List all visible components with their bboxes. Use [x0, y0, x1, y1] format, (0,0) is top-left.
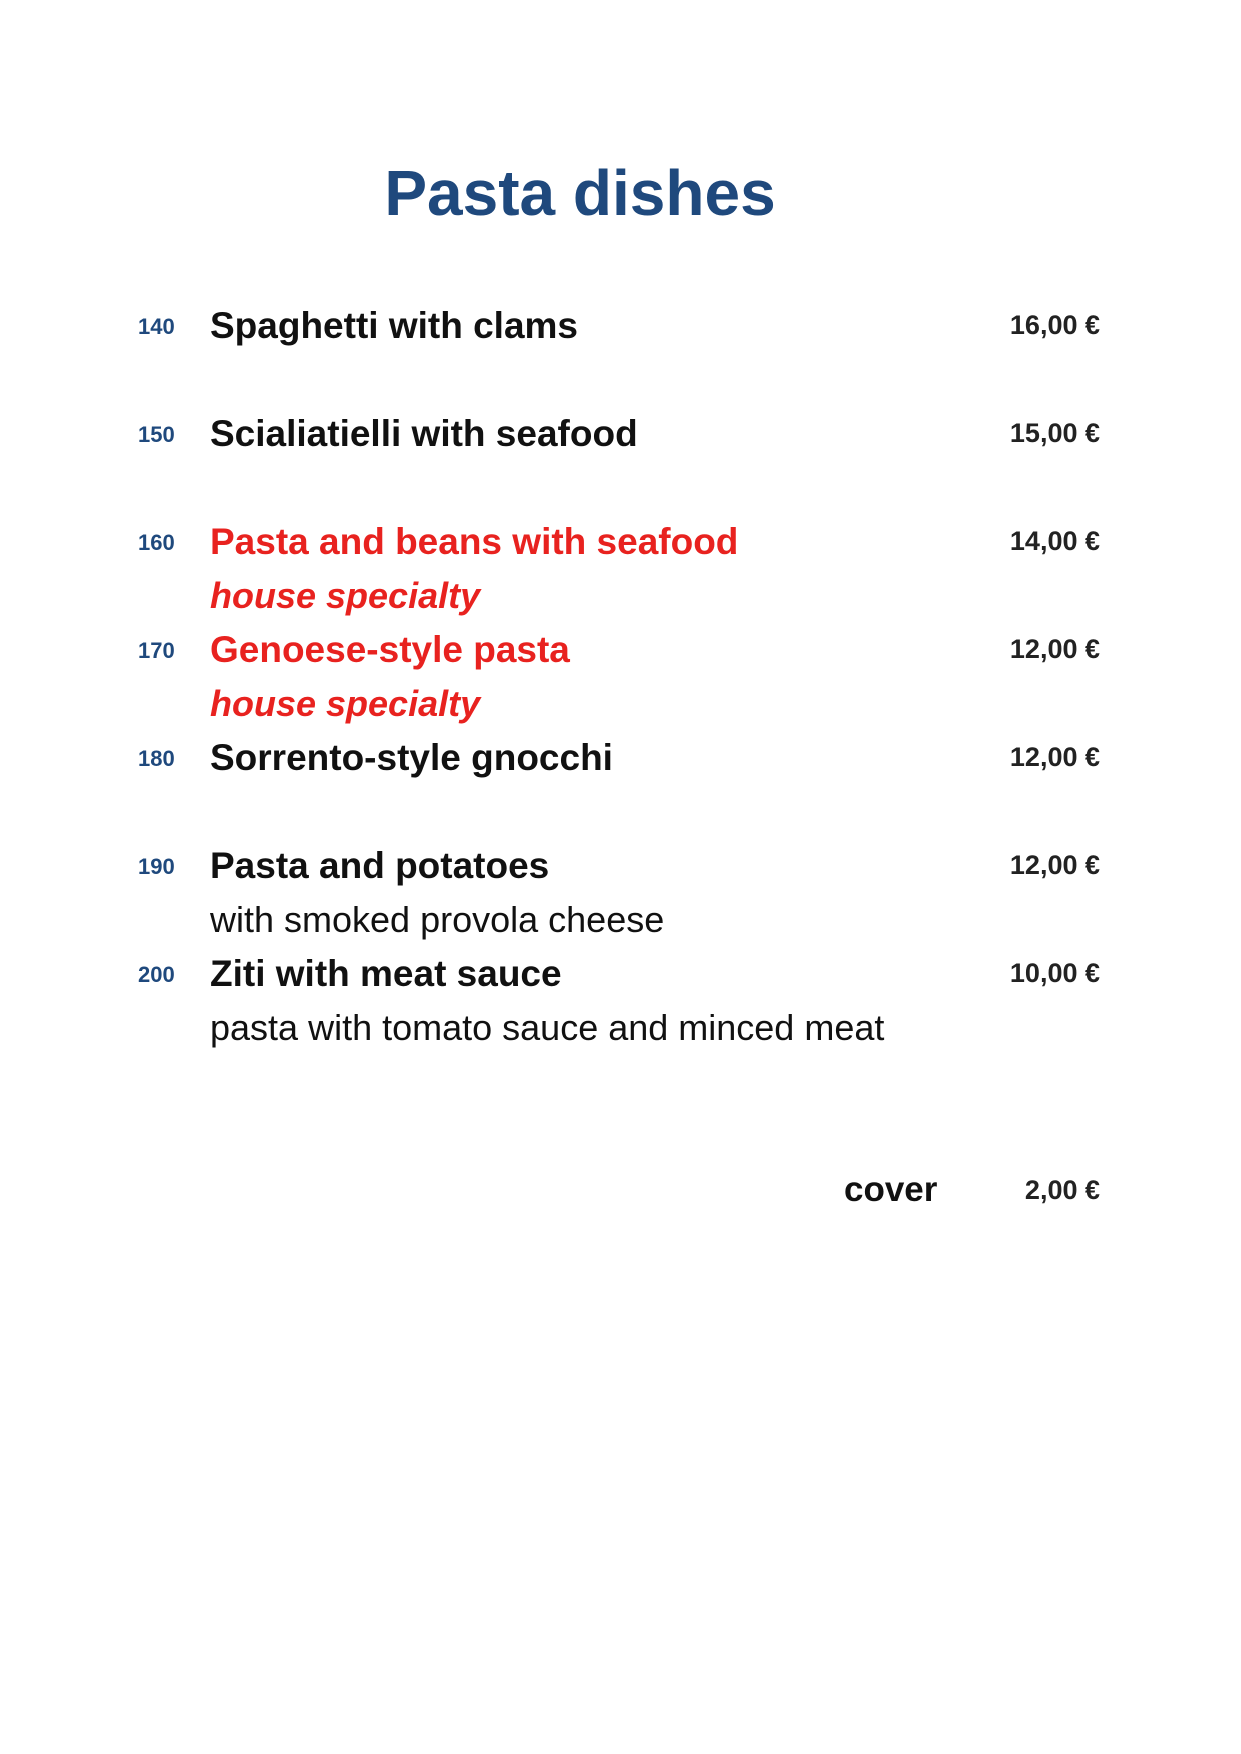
- item-description: with smoked provola cheese: [210, 899, 665, 940]
- item-price: 12,00 €: [1009, 850, 1100, 880]
- item-code: 140: [138, 314, 175, 339]
- item-name: Sorrento-style gnocchi: [210, 737, 613, 778]
- item-name: Ziti with meat sauce: [210, 953, 562, 994]
- item-name: Genoese-style pasta: [210, 629, 570, 670]
- item-description: house specialty: [210, 575, 481, 616]
- item-code: 200: [138, 962, 175, 987]
- item-price: 15,00 €: [1009, 418, 1100, 448]
- item-code: 170: [138, 638, 175, 663]
- cover-price: 2,00 €: [1024, 1175, 1100, 1205]
- item-code: 180: [138, 746, 175, 771]
- item-name: Pasta and beans with seafood: [210, 521, 739, 562]
- item-price: 12,00 €: [1009, 634, 1100, 664]
- item-description: house specialty: [210, 683, 481, 724]
- item-name: Spaghetti with clams: [210, 305, 579, 346]
- cover-label: cover: [844, 1170, 938, 1209]
- item-code: 190: [138, 854, 175, 879]
- item-code: 150: [138, 422, 175, 447]
- item-price: 12,00 €: [1009, 742, 1100, 772]
- item-price: 16,00 €: [1009, 310, 1100, 340]
- item-price: 10,00 €: [1009, 958, 1100, 988]
- item-price: 14,00 €: [1009, 526, 1100, 556]
- page-title: Pasta dishes: [384, 157, 776, 229]
- item-code: 160: [138, 530, 175, 555]
- item-name: Pasta and potatoes: [210, 845, 550, 886]
- item-name: Scialiatielli with seafood: [210, 413, 638, 454]
- item-description: pasta with tomato sauce and minced meat: [210, 1007, 885, 1048]
